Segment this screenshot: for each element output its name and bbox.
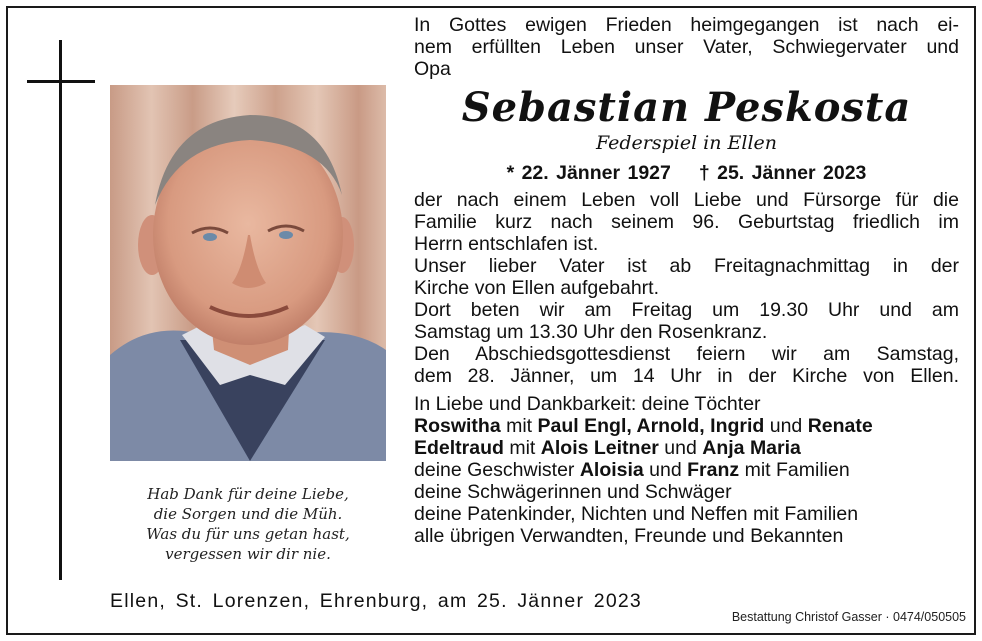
mourner-name: Anja Maria: [702, 437, 801, 459]
body-line: dem 28. Jänner, um 14 Uhr in der Kirche von Ellen.: [414, 365, 959, 387]
memorial-verse: [110, 484, 386, 564]
deceased-name: Sebastian Peskosta: [461, 84, 912, 131]
body-line: Den Abschiedsgottesdienst feiern wir am Samstag,: [414, 343, 959, 365]
intro-line: In Gottes ewigen Frieden heimgegangen ist nach ei-: [414, 14, 959, 36]
mourners-line: alle übrigen Verwandten, Freunde und Bekannten: [414, 525, 844, 547]
notice-text: [414, 14, 959, 547]
mourner-name: Paul Engl, Arnold, Ingrid: [537, 415, 765, 437]
cross-icon-bar: [27, 80, 95, 83]
intro-text: [414, 14, 959, 80]
mourner-name: Renate: [807, 415, 873, 437]
connector: deine Geschwister: [414, 459, 580, 481]
deceased-farm: Federspiel in Ellen: [595, 132, 778, 154]
mourner-name: Franz: [687, 459, 740, 481]
connector: mit Familien: [739, 459, 850, 481]
death-date: † 25. Jänner 2023: [698, 162, 867, 184]
place-date-line: Ellen, St. Lorenzen, Ehrenburg, am 25. Jänner 2023: [110, 590, 642, 612]
mourners-line: In Liebe und Dankbarkeit: deine Töchter: [414, 393, 761, 415]
life-dates: [414, 161, 959, 185]
connector: mit: [503, 437, 541, 459]
connector: und: [643, 459, 688, 481]
mourner-name: Roswitha: [414, 415, 501, 437]
body-line: Familie kurz nach seinem 96. Geburtstag friedlich im: [414, 211, 959, 233]
body-line: Samstag um 13.30 Uhr den Rosenkranz.: [414, 321, 768, 343]
mourners-line: [414, 437, 959, 459]
mourners-line: [414, 459, 959, 481]
body-line: Unser lieber Vater ist ab Freitagnachmittag in der: [414, 255, 959, 277]
body-line: Herrn entschlafen ist.: [414, 233, 599, 255]
connector: mit: [500, 415, 538, 437]
intro-line: nem erfüllten Leben unser Vater, Schwiegervater und: [414, 36, 959, 58]
connector: und: [658, 437, 703, 459]
intro-line: Opa: [414, 58, 451, 80]
body-line: Kirche von Ellen aufgebahrt.: [414, 277, 659, 299]
mourners-line: deine Patenkinder, Nichten und Neffen mit Familien: [414, 503, 859, 525]
announcement-body: [414, 189, 959, 387]
body-line: der nach einem Leben voll Liebe und Fürsorge für die: [414, 189, 959, 211]
birth-date: * 22. Jänner 1927: [506, 162, 671, 184]
portrait-photo: [110, 85, 386, 461]
mourner-name: Edeltraud: [414, 437, 504, 459]
verse-line: Hab Dank für deine Liebe,: [147, 485, 349, 503]
undertaker-credit: Bestattung Christof Gasser · 0474/050505: [731, 610, 966, 624]
cross-icon: [59, 40, 62, 580]
verse-line: vergessen wir dir nie.: [165, 545, 331, 563]
mourners-list: [414, 393, 959, 547]
verse-line: die Sorgen und die Müh.: [153, 505, 343, 523]
body-line: Dort beten wir am Freitag um 19.30 Uhr und am: [414, 299, 959, 321]
connector: und: [764, 415, 808, 437]
mourners-line: [414, 415, 959, 437]
mourners-line: deine Schwägerinnen und Schwäger: [414, 481, 732, 503]
mourner-name: Alois Leitner: [540, 437, 659, 459]
verse-line: Was du für uns getan hast,: [146, 525, 350, 543]
mourner-name: Aloisia: [579, 459, 644, 481]
